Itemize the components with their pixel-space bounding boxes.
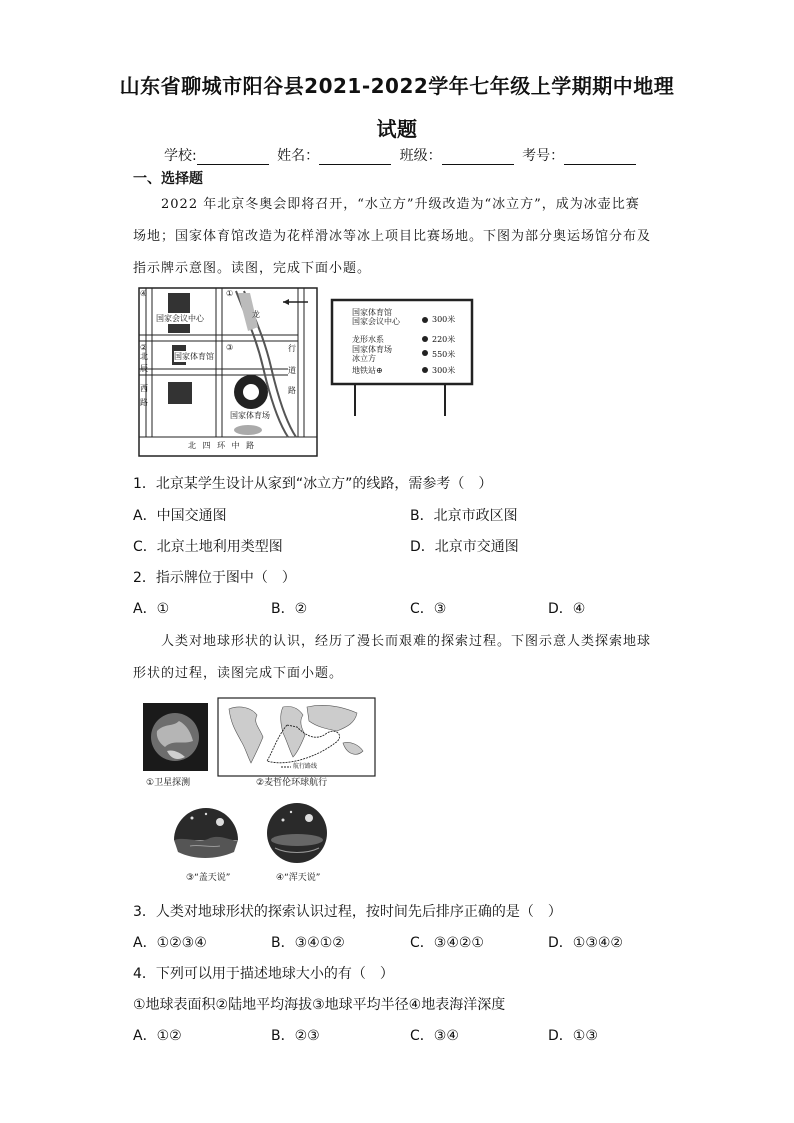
map-corner-label-2: ② (140, 343, 148, 352)
q3-option-a[interactable]: A．①②③④ (133, 935, 207, 951)
question-4-items: ①地球表面积②陆地平均海拔③地球平均半径④地表海洋深度 (133, 997, 506, 1013)
figure-magellan (217, 697, 376, 777)
route-legend-label: 航行路线 (293, 763, 318, 770)
q3-option-b[interactable]: B．③④①② (271, 935, 345, 951)
question-2-stem: 2．指示牌位于图中（ ） (133, 570, 296, 586)
examno-label: 考号： (522, 148, 565, 164)
q4-option-b[interactable]: B．②③ (271, 1028, 320, 1044)
road-char: 龙 (252, 310, 260, 319)
sign-row-name: 龙形水系 (352, 335, 384, 344)
caption-magellan: ②麦哲伦环球航行 (256, 778, 328, 788)
figure-huntian (265, 800, 330, 866)
examno-field[interactable] (564, 151, 636, 165)
road-char: 路 (288, 386, 296, 395)
venue-label-conference-center: 国家会议中心 (156, 314, 204, 323)
school-field[interactable] (197, 151, 269, 165)
figure-gaitian (170, 800, 242, 866)
gaitian-image (170, 800, 242, 866)
map-corner-label-1: ① (226, 289, 234, 298)
venue-map (138, 287, 318, 457)
road-char: 辰 (140, 364, 148, 373)
school-label: 学校: (164, 148, 197, 164)
caption-gaitian: ③“盖天说” (186, 873, 231, 883)
passage1-line3: 指示牌示意图。读图，完成下面小题。 (133, 261, 372, 276)
q4-option-c[interactable]: C．③④ (410, 1028, 459, 1044)
q2-option-b[interactable]: B．② (271, 601, 308, 617)
q1-option-c[interactable]: C．北京土地利用类型图 (133, 539, 283, 555)
q4-option-a[interactable]: A．①② (133, 1028, 182, 1044)
sign-row-dist: 300米 (432, 366, 456, 375)
question-1-stem: 1．北京某学生设计从家到“冰立方”的线路，需参考（ ） (133, 476, 493, 492)
road-char: 道 (288, 366, 296, 375)
passage1-line2: 场地；国家体育馆改造为花样滑冰等冰上项目比赛场地。下图为部分奥运场馆分布及 (133, 229, 652, 244)
question-3-stem: 3．人类对地球形状的探索认识过程，按时间先后排序正确的是（ ） (133, 904, 562, 920)
signboard (330, 298, 475, 418)
q1-option-b[interactable]: B．北京市政区图 (410, 508, 518, 524)
caption-satellite: ①卫星探测 (146, 778, 191, 788)
passage1-line1: 2022 年北京冬奥会即将召开，“水立方”升级改造为“冰立方”，成为冰壶比赛 (161, 197, 640, 212)
road-char: 北 (140, 352, 148, 361)
passage2-line2: 形状的过程，读图完成下面小题。 (133, 666, 344, 681)
map-bottom-road: 北 四 环 中 路 (188, 441, 257, 450)
header-fields (164, 145, 640, 165)
sign-row-dist: 300米 (432, 315, 456, 324)
class-label: 班级： (399, 148, 442, 164)
q2-option-c[interactable]: C．③ (410, 601, 447, 617)
caption-huntian: ④“浑天说” (276, 873, 321, 883)
venue-label-stadium: 国家体育场 (230, 411, 270, 420)
sign-row-dist: 220米 (432, 335, 456, 344)
question-4-stem: 4．下列可以用于描述地球大小的有（ ） (133, 966, 394, 982)
q1-option-a[interactable]: A．中国交通图 (133, 508, 227, 524)
name-field[interactable] (319, 151, 391, 165)
name-label: 姓名： (277, 148, 320, 164)
venue-label-gym: 国家体育馆 (174, 352, 214, 361)
satellite-earth-image (143, 703, 208, 771)
sign-row-name: 国家体育馆 国家会议中心 (352, 308, 400, 326)
sign-row-name: 国家体育场 冰立方 (352, 345, 392, 363)
sign-row-name: 地铁站⊕ (352, 366, 383, 375)
q3-option-d[interactable]: D．①③④② (548, 935, 623, 951)
q3-option-c[interactable]: C．③④②① (410, 935, 484, 951)
road-char: 行 (288, 344, 296, 353)
sign-row-dist: 550米 (432, 350, 456, 359)
figure-satellite (143, 703, 208, 771)
q4-option-d[interactable]: D．①③ (548, 1028, 598, 1044)
section-heading: 一、选择题 (133, 171, 203, 187)
huntian-image (265, 800, 330, 866)
class-field[interactable] (442, 151, 514, 165)
page-title-line2: 试题 (376, 117, 418, 141)
passage2-line1: 人类对地球形状的认识，经历了漫长而艰难的探索过程。下图示意人类探索地球 (161, 634, 652, 649)
road-char: 路 (140, 398, 148, 407)
q2-option-d[interactable]: D．④ (548, 601, 586, 617)
q1-option-d[interactable]: D．北京市交通图 (410, 539, 519, 555)
page-title: 山东省聊城市阳谷县2021-2022学年七年级上学期期中地理 (119, 74, 675, 98)
q2-option-a[interactable]: A．① (133, 601, 170, 617)
map-corner-label-4: ④ (140, 289, 148, 298)
map-corner-label-3: ③ (226, 343, 234, 352)
road-char: 西 (140, 384, 148, 393)
